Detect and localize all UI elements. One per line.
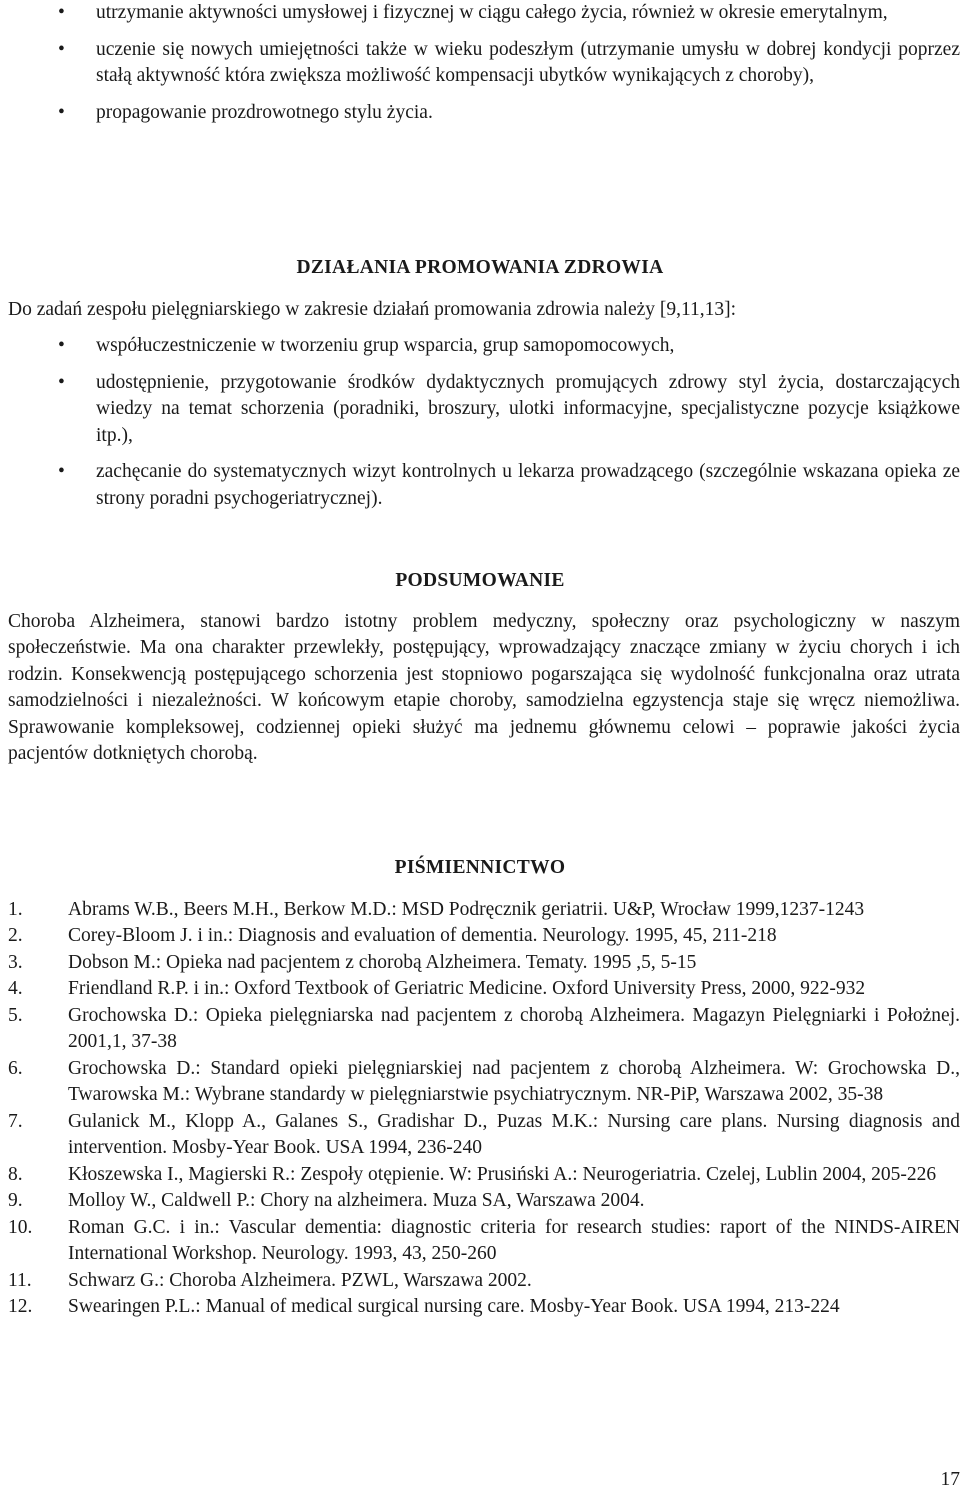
list-item [0,100,960,127]
list-item-text: udostępnienie, przygotowanie środków dydaktycznych promujących zdrowy styl życia, dostarczających wiedzy na temat schorzenia (poradniki, broszury, ulotki informacyjne, specjalistyczne pozycje książkowe itp.), [96,371,960,446]
reference-item [0,1294,960,1321]
reference-item [0,1109,960,1162]
section-intro: Do zadań zespołu pielęgniarskiego w zakresie działań promowania zdrowia należy [9,11,13]: [8,298,737,320]
reference-number: 10. [8,1216,33,1238]
list-item [0,459,960,512]
list-item [0,37,960,90]
bullet-dot: • [58,371,65,393]
reference-number: 7. [8,1110,23,1132]
reference-list [0,897,960,1321]
bullet-dot: • [58,461,65,482]
list-item-text: propagowanie prozdrowotnego stylu życia. [96,101,433,123]
reference-item [0,1215,960,1268]
reference-text: Grochowska D.: Standard opieki pielęgniarskiej nad pacjentem z chorobą Alzheimera. W: Grochowska D., Twarowska M.: Wybrane standardy w pielęgniarstwie psychiatrycznym. NR-PiP, Warszawa 2002, 35-38 [68,1057,960,1105]
bullet-dot: • [58,101,65,123]
section-heading: PIŚMIENNICTWO [394,857,566,878]
list-item [0,0,960,27]
reference-item [0,1162,960,1189]
reference-number: 4. [8,978,23,999]
reference-text: Gulanick M., Klopp A., Galanes S., Gradishar D., Puzas M.K.: Nursing care plans. Nursing diagnosis and intervention. Mosby-Year Book. USA 1994, 236-240 [68,1110,960,1158]
list-item-text: uczenie się nowych umiejętności także w wieku podeszłym (utrzymanie umysłu w dobrej kondycji poprzez stałą aktywność która zwiększa możliwość kompensacji ubytków wynikających z choroby), [96,38,960,86]
reference-number: 9. [8,1190,23,1211]
reference-text: Kłoszewska I., Magierski R.: Zespoły otępienie. W: Prusiński A.: Neurogeriatria. Czelej, Lublin 2004, 205-226 [68,1163,937,1185]
reference-text: Swearingen P.L.: Manual of medical surgical nursing care. Mosby-Year Book. USA 1994, 213-224 [68,1296,840,1317]
reference-text: Schwarz G.: Choroba Alzheimera. PZWL, Warszawa 2002. [68,1269,532,1291]
reference-text: Corey-Bloom J. i in.: Diagnosis and evaluation of dementia. Neurology. 1995, 45, 211-218 [68,925,777,946]
page-number: 17 [940,1469,960,1490]
list-item-text: zachęcanie do systematycznych wizyt kontrolnych u lekarza prowadzącego (szczególnie wskazana opieka ze strony poradni psychogeriatrycznej). [96,461,960,509]
reference-item [0,897,960,924]
section-promotion [0,255,960,512]
bullet-dot: • [58,335,65,356]
list-item [0,370,960,450]
section-heading: PODSUMOWANIE [395,570,565,591]
reference-number: 5. [8,1004,23,1026]
list-item-text: utrzymanie aktywności umysłowej i fizycznej w ciągu całego życia, również w okresie emerytalnym, [96,2,888,23]
bullet-dot: • [58,2,65,23]
reference-number: 11. [8,1269,32,1291]
reference-item [0,976,960,1003]
reference-item [0,1056,960,1109]
reference-text: Dobson M.: Opieka nad pacjentem z chorobą Alzheimera. Tematy. 1995 ,5, 5-15 [68,951,697,973]
top-bullet-list [0,0,960,126]
reference-item [0,950,960,977]
reference-item [0,1003,960,1056]
reference-number: 12. [8,1296,33,1317]
reference-number: 2. [8,925,23,946]
reference-number: 6. [8,1057,23,1079]
reference-number: 3. [8,951,23,973]
reference-text: Abrams W.B., Beers M.H., Berkow M.D.: MSD Podręcznik geriatrii. U&P, Wrocław 1999,1237-1243 [68,898,865,920]
reference-text: Molloy W., Caldwell P.: Chory na alzheimera. Muza SA, Warszawa 2004. [68,1190,645,1211]
reference-number: 8. [8,1163,23,1185]
reference-item [0,923,960,950]
reference-text: Roman G.C. i in.: Vascular dementia: diagnostic criteria for research studies: raport of the NINDS-AIREN International Workshop. Neurology. 1993, 43, 250-260 [68,1216,960,1264]
reference-item [0,1268,960,1295]
reference-number: 1. [8,898,23,920]
section-summary [0,568,960,768]
section-references [0,855,960,1321]
reference-text: Grochowska D.: Opieka pielęgniarska nad pacjentem z chorobą Alzheimera. Magazyn Pielęgniarki i Położnej. 2001,1, 37-38 [68,1004,960,1052]
reference-item [0,1188,960,1215]
reference-text: Friendland R.P. i in.: Oxford Textbook of Geriatric Medicine. Oxford University Press, 2000, 922-932 [68,978,866,999]
list-item-text: współuczestniczenie w tworzeniu grup wsparcia, grup samopomocowych, [96,335,675,356]
bullet-dot: • [58,38,65,60]
section-heading: DZIAŁANIA PROMOWANIA ZDROWIA [296,257,664,278]
summary-paragraph: Choroba Alzheimera, stanowi bardzo istotny problem medyczny, społeczny oraz psychologiczny w naszym społeczeństwie. Ma ona charakter przewlekły, postępujący, wprowadzający znaczące zmiany w życiu chorych i ich rodzin. Konsekwencją postępującego schorzenia jest stopniowo pogarszająca się wydolność funkcjonalna oraz utrata samodzielności i niezależności. W końcowym etapie choroby, samodzielna egzystencja staje się wręcz niemożliwa. Sprawowanie kompleksowej, codziennej opieki służyć ma jednemu głównemu celowi – poprawie jakości życia pacjentów dotkniętych chorobą. [8,610,960,764]
list-item [0,333,960,360]
